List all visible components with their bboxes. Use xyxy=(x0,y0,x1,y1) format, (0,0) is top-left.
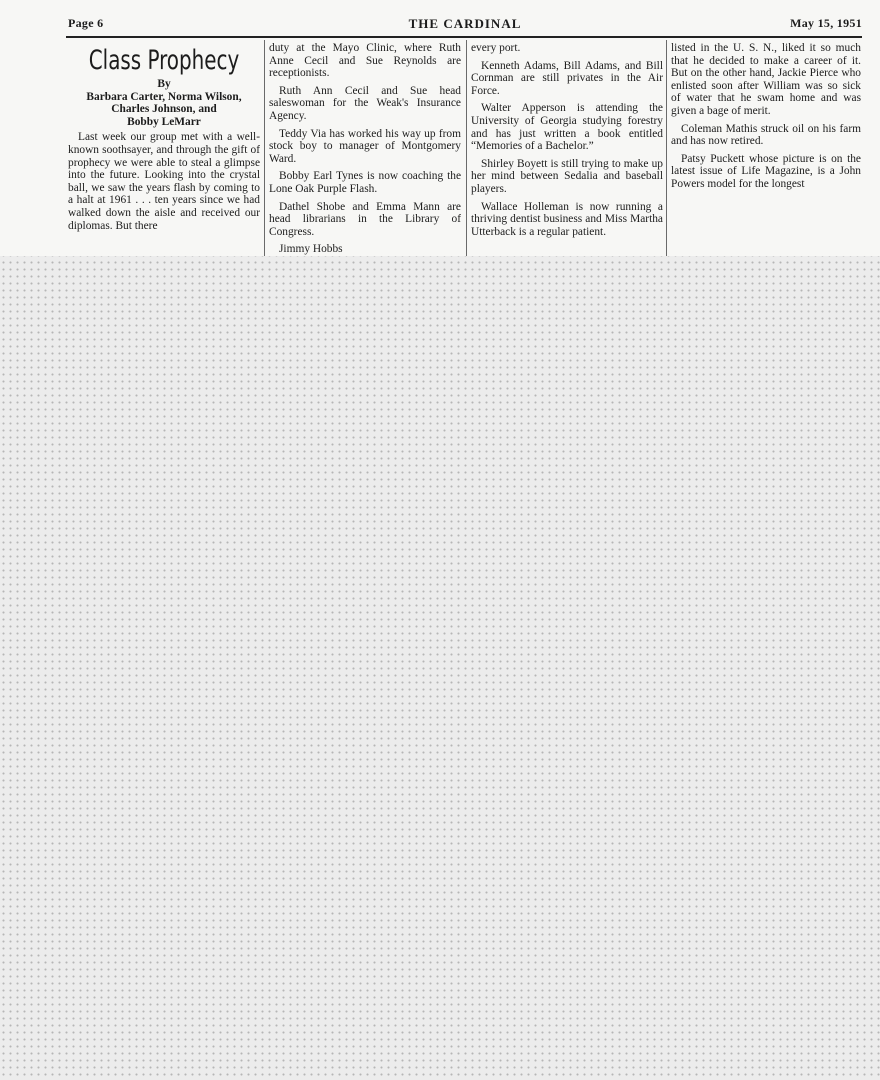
page-number: Page 6 xyxy=(68,16,104,30)
paragraph: Ruth Ann Cecil and Sue head saleswoman for the Weak's Insurance Agency. xyxy=(269,84,461,122)
paragraph: Wallace Holleman is now running a thriving dentist business and Miss Martha Utterback is a regular patient. xyxy=(471,200,663,238)
paragraph: Bobby Earl Tynes is now coaching the Lone Oak Purple Flash. xyxy=(269,170,461,195)
paragraph: Shirley Boyett is still trying to make up her mind between Sedalia and baseball players. xyxy=(471,157,663,195)
column-divider xyxy=(264,40,265,256)
paragraph: every port. xyxy=(471,42,521,54)
paragraph: Kenneth Adams, Bill Adams, and Bill Cornman are still privates in the Air Force. xyxy=(471,59,663,97)
issue-date: May 15, 1951 xyxy=(790,16,862,30)
byline-authors-2: Charles Johnson, and xyxy=(111,103,217,116)
article-headline: Class Prophecy xyxy=(88,45,240,76)
paragraph: Walter Apperson is attending the University of Georgia studying forestry and has just written a book entitled “Memories of a Bachelor.” xyxy=(471,102,663,153)
masthead-rule xyxy=(66,36,862,38)
byline-authors-3: Bobby LeMarr xyxy=(127,115,201,128)
paragraph: Dathel Shobe and Emma Mann are head librarians in the Library of Congress. xyxy=(269,200,461,238)
newspaper-title: THE CARDINAL xyxy=(408,16,522,31)
paragraph: Last week our group met with a well-known soothsayer, and through the gift of prophecy we were able to steal a glimpse into the future. Looking into the crystal ball, we saw the years flash by coming to a halt at 1961 . . . ten years since we had walked down the aisle and received our diplomas. But there xyxy=(68,131,260,232)
paragraph: Teddy Via has worked his way up from stock boy to manager of Montgomery Ward. xyxy=(269,127,461,165)
column-1 xyxy=(68,42,260,256)
newspaper-page xyxy=(0,0,880,256)
byline-authors-1: Barbara Carter, Norma Wilson, xyxy=(86,90,242,103)
byline-by: By xyxy=(157,78,171,90)
masthead xyxy=(68,16,862,36)
paragraph: Jimmy Hobbs xyxy=(279,243,343,256)
paragraph: listed in the U. S. N., liked it so much that he decided to make a career of it. But on the other hand, Jackie Pierce who enlisted soon after William was so sick of water that he swam home and was given a bage of merit. xyxy=(671,42,861,117)
column-4 xyxy=(671,42,861,256)
paragraph: Patsy Puckett whose picture is on the latest issue of Life Magazine, is a John Powers model for the longest xyxy=(671,152,861,190)
column-2 xyxy=(269,42,461,256)
column-3 xyxy=(471,42,663,256)
paragraph: Coleman Mathis struck oil on his farm and has now retired. xyxy=(671,122,861,148)
column-divider xyxy=(466,40,467,256)
column-divider xyxy=(666,40,667,256)
paragraph: duty at the Mayo Clinic, where Ruth Anne Cecil and Sue Reynolds are receptionists. xyxy=(269,42,461,80)
byline xyxy=(68,78,260,128)
